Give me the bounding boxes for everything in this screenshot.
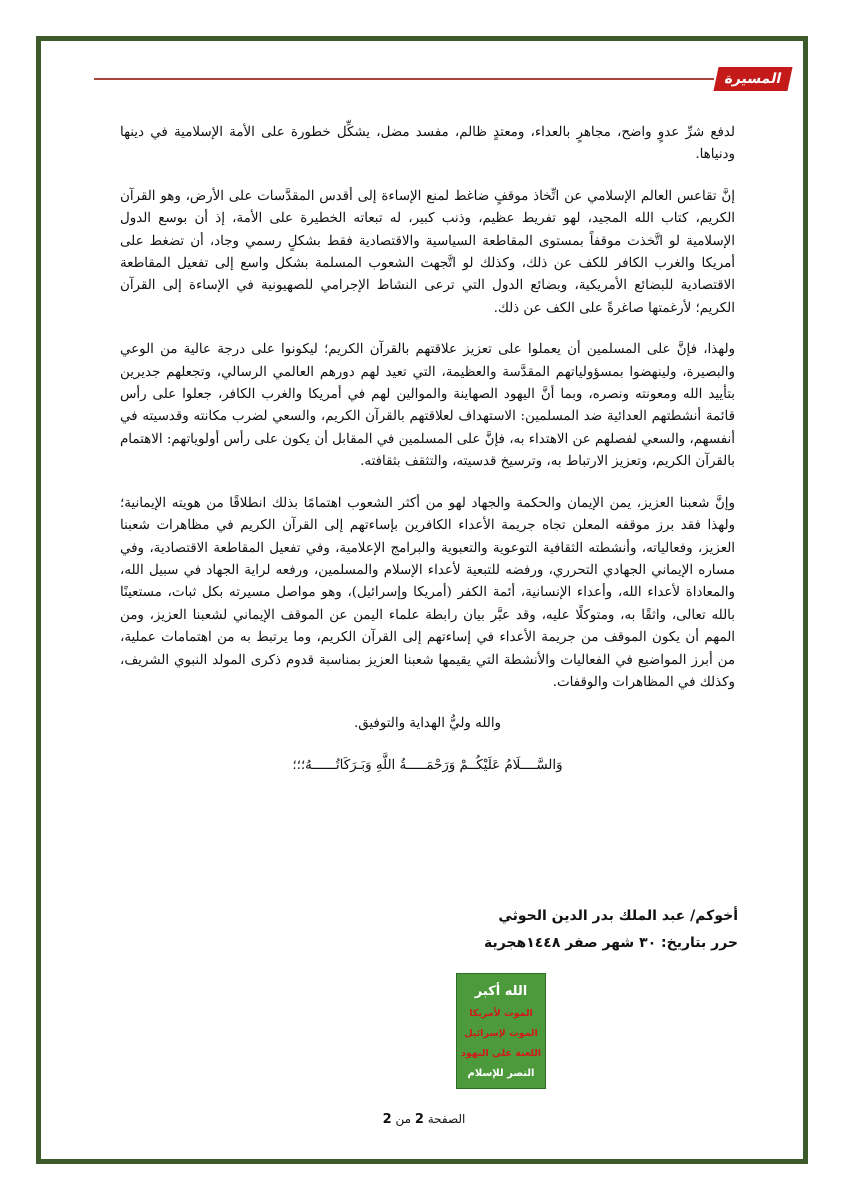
signature-name: أخوكم/ عبد الملك بدر الدين الحوثي [498,908,738,924]
closing-greeting: وَالسَّــــلَامُ عَلَيْكُــمْ وَرَحْمَـــــةُ اللَّهِ وَبَـرَكَاتُــــــهُ؛؛؛ [292,757,563,773]
total-pages: 2 [382,1112,392,1127]
paragraph-4: وإنَّ شعبنا العزيز، يمن الإيمان والحكمة والجهاد لهو من أكثر الشعوب اهتمامًا بذلك انطلاقًا من هويته الإيمانية؛ ولهذا فقد برز موقفه المعلن تجاه جريمة الأعداء الكافرين بإساءتهم إلى القرآن الكريم في مظاهرات شعبنا العزيز، وفعالياته، وأنشطته الثقافية التوعوية والتعبوية والبرامج الإعلامية، وفي تفعيل المقاطعة الاقتصادية، وفي مساره الإيماني الجهادي التحرري، ورفضه للتبعية لأعداء الإسلام والمسلمين، ورفعه لراية الجهاد في سبيل الله، والمعاداة لأعداء الله، وأعداء الإنسانية، أئمة الكفر (أمريكا وإسرائيل)، وهو مواصل مسيرته بكل ثبات، مستعينًا بالله تعالى، واثقًا به، ومتوكلًا عليه، وقد عبَّر بيان رابطة علماء اليمن عن الموقف الإيماني لشعبنا العزيز، ومن المهم أن يكون الموقف من جريمة الأعداء في إساءتهم إلى القرآن الكريم، وما يرتبط به من اهتمامات عملية، من أبرز المواضيع في الفعاليات والأنشطة التي يقيمها شعبنا العزيز بمناسبة قدوم ذكرى المولد النبوي الشريف، وكذلك في المظاهرات والوقفات. [120,495,735,690]
page-label: الصفحة [427,1112,466,1126]
sarkha-emblem [456,973,546,1089]
page-number [0,1112,848,1127]
emblem-line-3: الموت لإسرائيل [464,1027,538,1039]
closing-salutation: والله وليُّ الهداية والتوفيق. [353,716,502,732]
header-rule [94,78,714,80]
emblem-line-4: اللعنة على اليهود [460,1047,542,1059]
signature-date: حرر بتاريخ: ٣٠ شهر صفر ١٤٤٨هجرية [483,935,738,951]
signature-block [484,903,738,957]
current-page: 2 [414,1112,424,1127]
of-label: من [395,1112,412,1126]
paragraph-1: لدفع شرِّ عدوٍ واضح، مجاهرٍ بالعداء، ومعتدٍ ظالم، مفسد مضل، يشكِّل خطورة على الأمة الإسلامية في دينها ودنياها. [120,125,735,163]
emblem-line-2: الموت لأمريكا [469,1007,533,1019]
letter-body [120,122,735,796]
emblem-line-5: النصر للإسلام [467,1067,535,1079]
almasirah-logo: المسيرة [713,67,792,91]
paragraph-3: ولهذا، فإنَّ على المسلمين أن يعملوا على تعزيز علاقتهم بالقرآن الكريم؛ ليكونوا على درجة عالية من الوعي والبصيرة، ولينهضوا بمسؤولياتهم المقدَّسة والعظيمة، التي تعيد لهم دورهم العالمي الرسالي، وتجعلهم جديرين بتأييد الله ومعونته ونصره، وبما أنَّ اليهود الصهاينة والموالين لهم في أمريكا والغرب الكافر، جعلوا على رأس قائمة أنشطتهم العدائية ضد المسلمين: الاستهداف لعلاقتهم بالقرآن الكريم، والسعي لضرب مكانته وقدسيته في أنفسهم، والسعي لفصلهم عن الاهتداء به، فإنَّ على المسلمين في المقابل أن يكون على رأس أولوياتهم: الاهتمام بالقرآن الكريم، وتعزيز الارتباط به، وترسيخ قدسيته، والتثقف بثقافته. [120,342,735,470]
paragraph-2: إنَّ تقاعس العالم الإسلامي عن اتِّخاذ موقفٍ ضاغط لمنع الإساءة إلى أقدس المقدَّسات على الأرض، وهو القرآن الكريم، كتاب الله المجيد، لهو تفريط عظيم، وذنب كبير، له تبعاته الخطيرة على الأمة، إذ أن بوسع الدول الإسلامية لو اتَّخذت موقفاً بمستوى المقاطعة السياسية والاقتصادية فقط بشكلٍ رسمي وجاد، أن تضغط على أمريكا والغرب الكافر للكف عن ذلك، وكذلك لو اتَّجهت الشعوب المسلمة بشكل واسع إلى تفعيل المقاطعة الاقتصادية للبضائع الأمريكية، وبضائع الدول التي ترعى النشاط الإجرامي للصهيونية في الإساءة إلى القرآن الكريم؛ لأرغمتها صاغرةً على الكف عن ذلك. [120,188,735,316]
emblem-line-1: الله أكبر [474,983,528,999]
